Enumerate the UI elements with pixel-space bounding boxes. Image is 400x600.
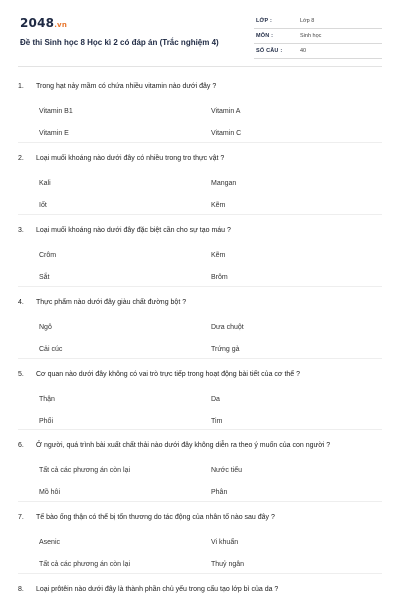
- answer-option[interactable]: Da: [211, 396, 220, 403]
- answer-option[interactable]: Tất cả các phương án còn lại: [39, 561, 130, 568]
- answer-option[interactable]: Sắt: [39, 274, 50, 281]
- site-logo[interactable]: [20, 16, 67, 30]
- answer-option[interactable]: Kẽm: [211, 202, 226, 209]
- meta-value: Sinh học: [300, 33, 322, 39]
- question-item: [18, 155, 382, 209]
- question-prompt: Trong hạt nảy mầm có chứa nhiều vitamin nào dưới đây ?: [36, 83, 217, 90]
- question-text: [18, 83, 382, 90]
- answer-option[interactable]: Kali: [39, 180, 51, 187]
- question-number: 3.: [18, 227, 24, 234]
- question-item: [18, 514, 382, 568]
- question-separator: [18, 142, 382, 143]
- answer-option[interactable]: Tất cả các phương án còn lại: [39, 467, 130, 474]
- question-separator: [18, 501, 382, 502]
- question-text: [18, 155, 382, 162]
- answer-option[interactable]: Thuỷ ngân: [211, 561, 245, 568]
- meta-value: 40: [300, 48, 307, 54]
- answer-option[interactable]: Vitamin E: [39, 130, 69, 137]
- answer-option[interactable]: Mangan: [211, 180, 237, 187]
- question-number: 1.: [18, 83, 24, 90]
- question-item: [18, 83, 382, 137]
- answer-option[interactable]: Dưa chuột: [211, 324, 244, 331]
- answer-option[interactable]: Kẽm: [211, 252, 226, 259]
- meta-label: MÔN :: [256, 33, 274, 39]
- meta-row-question-count: [254, 44, 382, 59]
- question-number: 4.: [18, 299, 24, 306]
- answer-option[interactable]: Vitamin C: [211, 130, 242, 137]
- question-separator: [18, 214, 382, 215]
- answer-option[interactable]: Phổi: [39, 418, 54, 425]
- answer-option[interactable]: Vitamin A: [211, 108, 241, 115]
- question-number: 2.: [18, 155, 24, 162]
- question-number: 7.: [18, 514, 24, 521]
- question-separator: [18, 286, 382, 287]
- meta-row-class: [254, 14, 382, 29]
- exam-header: [18, 14, 382, 60]
- question-prompt: Loại prôtêin nào dưới đây là thành phần chủ yếu trong cấu tạo lớp bì của da ?: [36, 586, 279, 593]
- answer-option[interactable]: Ngô: [39, 324, 52, 331]
- question-item: [18, 299, 382, 353]
- question-number: 8.: [18, 586, 24, 593]
- answer-option[interactable]: Cải cúc: [39, 346, 63, 353]
- meta-label: SỐ CÂU :: [256, 48, 283, 54]
- question-prompt: Tế bào ống thận có thể bị tổn thương do tác động của nhân tố nào sau đây ?: [36, 514, 275, 521]
- question-text: [18, 227, 382, 234]
- question-item: [18, 442, 382, 496]
- answer-option[interactable]: Phân: [211, 489, 228, 496]
- answer-option[interactable]: Crôm: [39, 252, 57, 259]
- meta-label: LỚP :: [256, 18, 272, 24]
- question-text: [18, 514, 382, 521]
- answer-option[interactable]: Vitamin B1: [39, 108, 73, 115]
- answer-option[interactable]: Trứng gà: [211, 346, 240, 353]
- answer-option[interactable]: Asenic: [39, 539, 61, 546]
- answer-option[interactable]: Brôm: [211, 274, 228, 281]
- question-prompt: Loại muối khoáng nào dưới đây có nhiều trong tro thực vật ?: [36, 155, 225, 162]
- question-prompt: Cơ quan nào dưới đây không có vai trò trực tiếp trong hoạt động bài tiết của cơ thể ?: [36, 371, 301, 378]
- question-text: [18, 442, 382, 449]
- exam-meta: [254, 14, 382, 59]
- question-separator: [18, 429, 382, 430]
- answer-option[interactable]: Tim: [211, 418, 223, 425]
- question-separator: [18, 358, 382, 359]
- question-number: 6.: [18, 442, 24, 449]
- meta-row-subject: [254, 29, 382, 44]
- logo-text: 2048: [20, 16, 55, 30]
- question-number: 5.: [18, 371, 24, 378]
- answer-option[interactable]: Nước tiểu: [211, 467, 243, 474]
- answer-option[interactable]: Thận: [39, 396, 55, 403]
- header-divider: [18, 66, 382, 67]
- question-item: [18, 227, 382, 281]
- question-prompt: Thực phẩm nào dưới đây giàu chất đường bột ?: [36, 299, 187, 306]
- answer-option[interactable]: Iốt: [39, 202, 47, 209]
- question-separator: [18, 573, 382, 574]
- answer-option[interactable]: Vi khuẩn: [211, 539, 239, 546]
- question-item: [18, 371, 382, 425]
- answer-option[interactable]: Mồ hôi: [39, 489, 61, 496]
- logo-suffix: .vn: [54, 21, 68, 29]
- question-prompt: Loại muối khoáng nào dưới đây đặc biệt cần cho sự tạo máu ?: [36, 227, 231, 234]
- question-text: [18, 371, 382, 378]
- exam-title: Đề thi Sinh học 8 Học kì 2 có đáp án (Trắc nghiệm 4): [20, 38, 219, 47]
- question-item: [18, 586, 382, 593]
- question-text: [18, 299, 382, 306]
- question-prompt: Ở người, quá trình bài xuất chất thải nào dưới đây không diễn ra theo ý muốn của con người ?: [36, 442, 331, 449]
- meta-value: Lớp 8: [300, 18, 315, 24]
- question-text: [18, 586, 382, 593]
